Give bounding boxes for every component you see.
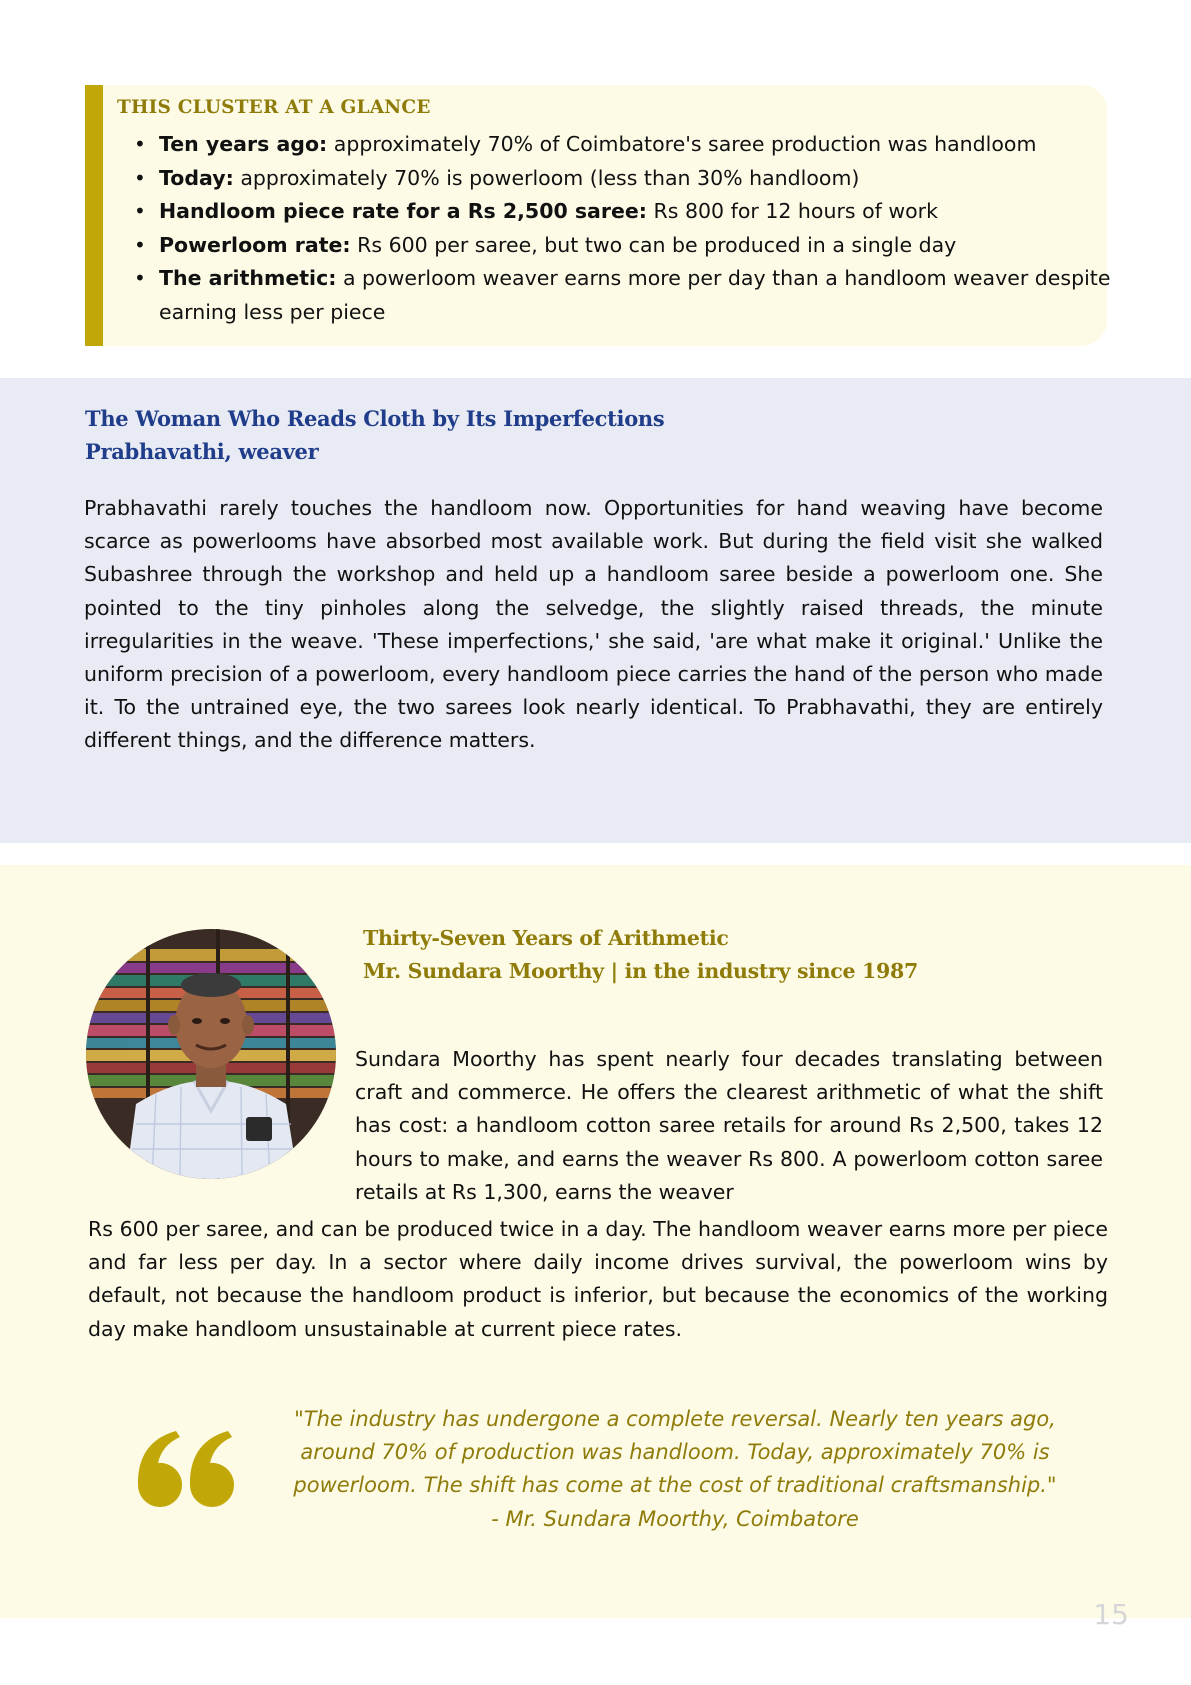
- glance-item-text: Rs 600 per saree, but two can be produced in a single day: [350, 232, 957, 257]
- glance-list: [115, 128, 1144, 329]
- glance-item: [159, 195, 1144, 229]
- profile-subtitle: Prabhavathi, weaver: [85, 439, 319, 464]
- glance-item-text: a powerloom weaver earns more per day than a handloom weaver despite earning less per piece: [159, 266, 1111, 324]
- glance-item-label: Powerloom rate:: [159, 232, 351, 257]
- quote-attribution: - Mr. Sundara Moorthy, Coimbatore: [491, 1506, 859, 1531]
- glance-heading: THIS CLUSTER AT A GLANCE: [117, 97, 431, 118]
- glance-item-text: approximately 70% is powerloom (less than 30% handloom): [233, 165, 860, 190]
- page-number: 15: [1093, 1598, 1129, 1631]
- glance-item-text: Rs 800 for 12 hours of work: [647, 199, 938, 223]
- glance-item-label: Handloom piece rate for a Rs 2,500 saree:: [159, 199, 648, 223]
- glance-item-label: Today:: [159, 165, 234, 190]
- accent-bar: [85, 85, 103, 346]
- glance-item: [159, 162, 1144, 196]
- glance-item: [159, 262, 1144, 329]
- profile-prabhavathi: [0, 378, 1191, 843]
- profile-title: Thirty-Seven Years of Arithmetic: [363, 926, 729, 950]
- quote-mark-icon: [128, 1431, 240, 1515]
- cluster-glance-box: [85, 85, 1111, 346]
- portrait-illustration: [86, 929, 336, 1179]
- profile-sundara-moorthy: [0, 865, 1191, 1618]
- glance-item: [159, 229, 1144, 263]
- quote-text: "The industry has undergone a complete reversal. Nearly ten years ago, around 70% of production was handloom. Today, approximately 70% is powerloom. The shift has come at the cost of traditional craftsmanship.": [293, 1407, 1057, 1498]
- glance-item: [159, 128, 1144, 162]
- glance-item-label: The arithmetic:: [159, 266, 337, 290]
- glance-item-text: approximately 70% of Coimbatore's saree production was handloom: [327, 132, 1037, 156]
- profile-body: Prabhavathi rarely touches the handloom now. Opportunities for hand weaving have become scarce as powerlooms have absorbed most available work. But during the field visit she walked Subashree through the workshop and held up a handloom saree beside a powerloom one. She pointed to the tiny pinholes along the selvedge, the slightly raised threads, the minute irregularities in the weave. 'These imperfections,' she said, 'are what make it original.' Unlike the uniform precision of a powerloom, every handloom piece carries the hand of the person who made it. To the untrained eye, the two sarees look nearly identical. To Prabhavathi, they are entirely different things, and the difference matters.: [84, 496, 1103, 753]
- profile-title: The Woman Who Reads Cloth by Its Imperfections: [85, 406, 665, 431]
- profile-subtitle: Mr. Sundara Moorthy | in the industry since 1987: [363, 959, 918, 983]
- profile-body-part1: Sundara Moorthy has spent nearly four decades translating between craft and commerce. He offers the clearest arithmetic of what the shift has cost: a handloom cotton saree retails for around Rs 2,500, takes 12 hours to make, and earns the weaver Rs 800. A powerloom cotton saree retails at Rs 1,300, earns the weaver: [355, 1047, 1103, 1204]
- profile-body-part2: Rs 600 per saree, and can be produced twice in a day. The handloom weaver earns more per piece and far less per day. In a sector where daily income drives survival, the powerloom wins by default, not because the handloom product is inferior, but because the economics of the working day make handloom unsustainable at current piece rates.: [88, 1217, 1108, 1341]
- portrait-photo: [86, 929, 336, 1179]
- pull-quote: [285, 1403, 1065, 1536]
- glance-item-label: Ten years ago:: [159, 132, 328, 156]
